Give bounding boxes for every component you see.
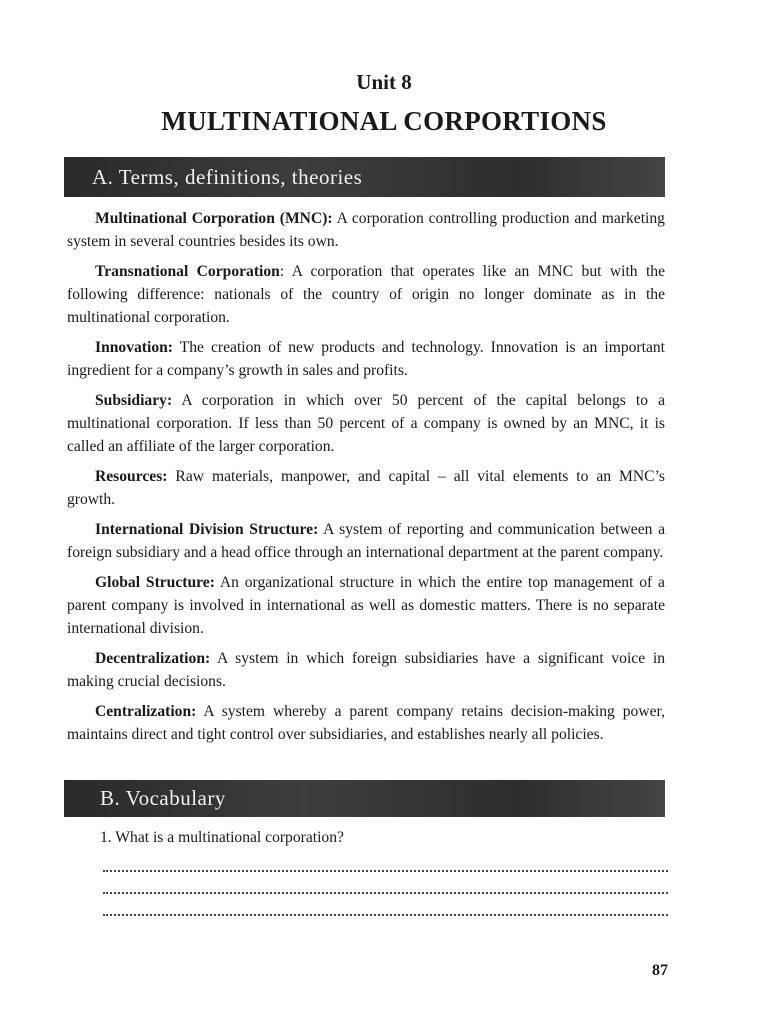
definition-global-structure [67,571,665,640]
definition-term: International Division Structure: [95,521,319,538]
definition-term: Centralization: [95,703,197,720]
definition-international-division [67,518,665,564]
answer-line-2[interactable] [103,892,668,894]
definition-text: An organizational structure in which the entire top management of a parent company is involved in international as well as domestic matters. There is no separate international division. [67,574,665,637]
definition-transnational [67,260,665,329]
definitions-list [67,207,665,753]
definition-text: The creation of new products and technology. Innovation is an important ingredient for a company’s growth in sales and profits. [67,339,665,379]
page-title: MULTINATIONAL CORPORTIONS [161,106,607,136]
definition-term: Transnational Corporation [95,263,280,280]
definition-term: Resources: [95,468,168,485]
answer-line-1[interactable] [103,870,668,872]
definition-innovation [67,336,665,382]
definition-resources [67,465,665,511]
definition-decentralization [67,647,665,693]
section-heading-vocabulary-label: B. Vocabulary [100,786,226,810]
vocabulary-question-1: 1. What is a multinational corporation? [100,829,344,846]
definition-term: Decentralization: [95,650,211,667]
definition-text: Raw materials, manpower, and capital – all vital elements to an MNC’s growth. [67,468,665,508]
definition-text: : A corporation that operates like an MNC but with the following difference: nationals of the country of origin no longer dominate as in the multinational corporation. [67,263,665,326]
answer-line-3[interactable] [103,914,668,916]
page-number: 87 [652,962,668,979]
definition-text: A corporation in which over 50 percent of the capital belongs to a multinational corporation. If less than 50 percent of a company is owned by an MNC, it is called an affiliate of the larger corporation. [67,392,665,455]
definition-text: A corporation controlling production and marketing system in several countries besides its own. [67,210,665,250]
definition-term: Subsidiary: [95,392,173,409]
unit-label: Unit 8 [356,70,412,94]
section-heading-vocabulary [64,780,665,817]
section-heading-terms-label: A. Terms, definitions, theories [92,164,363,189]
definition-centralization [67,700,665,746]
definition-term: Global Structure: [95,574,215,591]
definition-text: A system of reporting and communication between a foreign subsidiary and a head office through an international department at the parent company. [67,521,665,561]
definition-text: A system whereby a parent company retains decision-making power, maintains direct and tight control over subsidiaries, and establishes nearly all policies. [67,703,665,743]
definition-term: Innovation: [95,339,173,356]
definition-text: A system in which foreign subsidiaries have a significant voice in making crucial decisions. [67,650,665,690]
definition-subsidiary [67,389,665,458]
definition-term: Multinational Corporation (MNC): [95,210,333,227]
section-heading-terms [64,157,665,197]
definition-mnc [67,207,665,253]
